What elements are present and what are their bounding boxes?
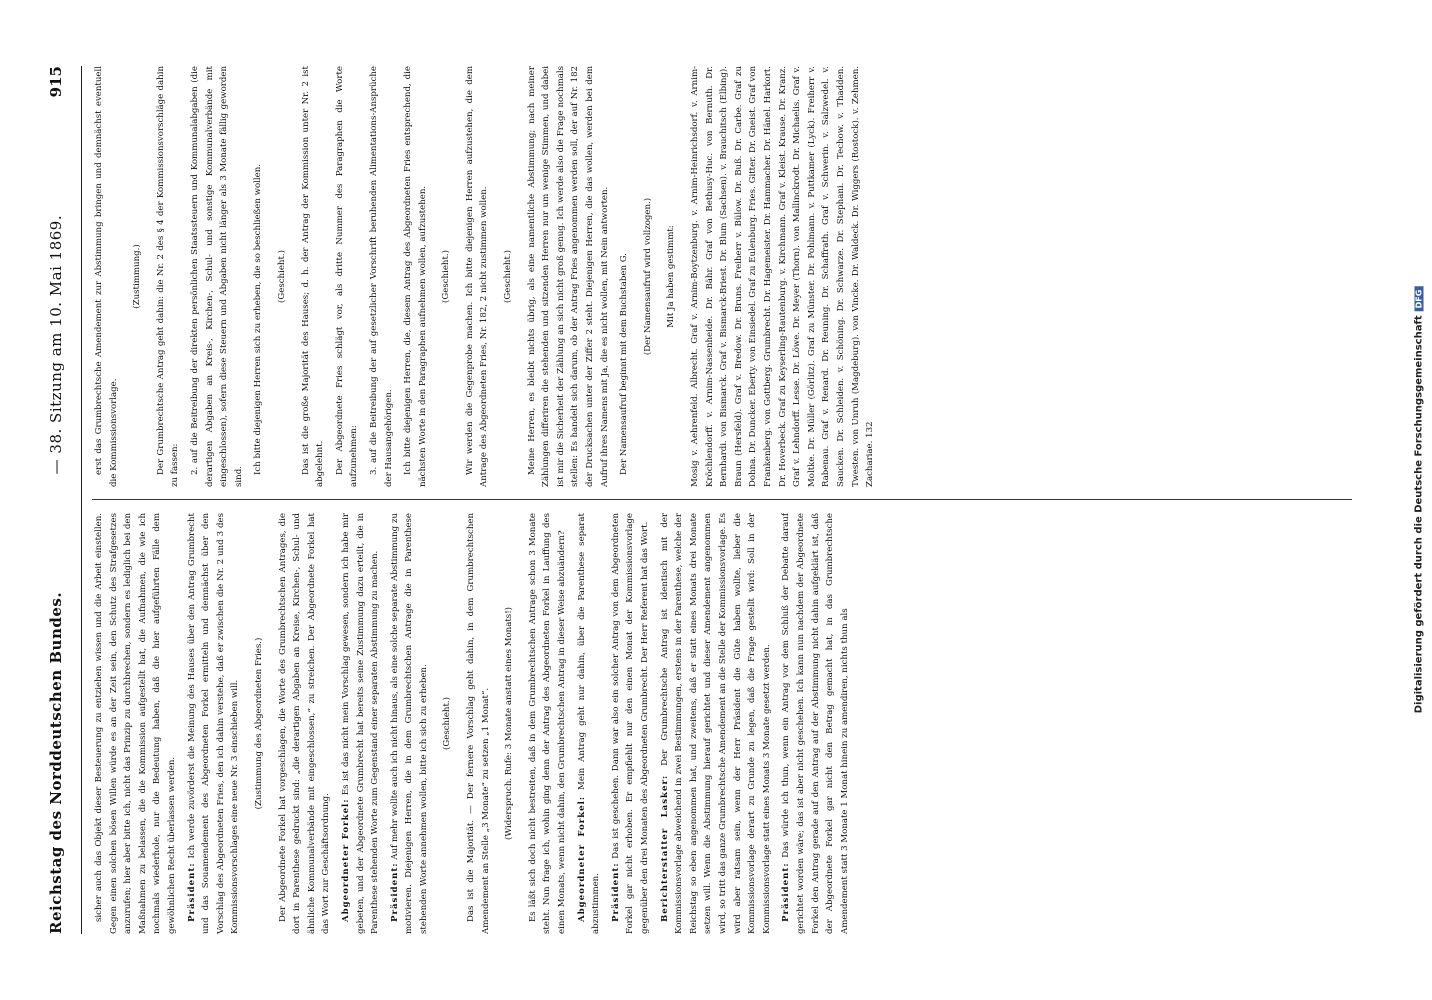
paragraph: Ich bitte diejenigen Herren sich zu erheben, die so beschließen wollen. bbox=[253, 163, 264, 475]
paragraph: Meine Herren, es bleibt nichts übrig, als eine namentliche Abstimmung; nach meiner Zählungen differiren die stehenden und sitzenden Herren nur um wenige Stimmen, und dabei ist mir die Sicherheit der Zählung an sich nicht groß genug. Ich werde also die Frage nochmals stellen: Es handelt sich darum, ob der Antrag Fries angenommen werden soll, der auf Nr. 182 der Drucksachen unter der Ziffer 2 steht. Diejenigen Herren, die das wollen, werden bei dem Aufruf ihres Namens mit Ja, die es nicht wollen, mit Nein antworten. bbox=[526, 66, 610, 487]
paragraph bbox=[779, 513, 852, 934]
session-date: — 38. Sitzung am 10. Mai 1869. bbox=[47, 214, 65, 475]
scanned-page bbox=[31, 40, 1401, 960]
page-number: 915 bbox=[47, 66, 65, 98]
speaker-name: Abgeordneter Forkel: bbox=[576, 795, 587, 922]
paragraph: Das ist die Majorität. — Der fernere Vorschlag geht dahin, in dem Grumbrechtschen Amendement an Stelle „3 Monate“ zu setzen „1 Monat“. bbox=[466, 513, 491, 934]
interjection: (Zustimmung.) bbox=[132, 244, 143, 309]
speech-text: Der Grumbrechtsche Antrag ist identisch mit der Kommissionsvorlage abweichend in zwei Bestimmungen, erstens in der Parenthese, welche der Reichstag so eben angenommen hat, und zweitens, daß er statt eines Monats drei Monate setzen will. Wenn die Abstimmung hierauf gerichtet und dieser Amendement angenommen wird, so tritt das ganze Grumbrechtsche Amendement an die Stelle der Kommissionsvorlage. Es wird aber ratsam sein, wenn der Herr Präsident die Güte haben wollte, lieber die Kommissionsvorlage derart zu Grunde zu legen, daß die Frage gestellt wird: Soll in der Kommissionsvorlage statt eines Monats 3 Monate gesetzt werden. bbox=[659, 513, 772, 934]
right-column bbox=[92, 66, 1352, 487]
paragraph bbox=[388, 513, 432, 934]
funding-credit bbox=[1414, 287, 1425, 714]
interjection: (Geschieht.) bbox=[503, 250, 514, 303]
paragraph bbox=[575, 513, 604, 934]
speech-text: Das würde ich thun, wenn ein Antrag vor dem Schluß der Debatte darauf gerichtet worden wäre; das ist aber nicht geschehen. Ich kann nun nachdem der Abgeordnete Forkel den Antrag gerade auf den Antrag auf der Abstimmung nicht dahin aufgeklärt ist, daß der Abgeordnete Forkel gar nicht den Betrag gemacht hat, in das Grumbrechtsche Amendement statt 3 Monate 1 Monat hinein zu amendiren, nichts thun als bbox=[781, 513, 850, 934]
speaker-name: Präsident: bbox=[610, 862, 621, 922]
interjection: (Geschieht.) bbox=[276, 250, 287, 303]
paragraph: Ich bitte diejenigen Herren, die, diesem Antrag des Abgeordneten Fries entsprechend, die nächsten Worte in den Paragraphen aufnehmen wollen, aufzustehen. bbox=[403, 66, 428, 487]
credit-text: Digitalisierung gefördert durch die Deutsche Forschungsgemeinschaft bbox=[1413, 315, 1425, 714]
paragraph: Der Grumbrechtsche Antrag geht dahin: die Nr. 2 des § 4 der Kommissionsvorschläge dahin zu fassen: bbox=[155, 66, 181, 487]
interjection: (Geschieht.) bbox=[441, 250, 452, 303]
interjection: (Widerspruch. Rufe: 3 Monate anstatt eines Monats!) bbox=[504, 606, 515, 841]
speech-text: Das ist geschehen. Dann war also ein solcher Antrag von dem Abgeordneten Forkel gar nicht erhoben. Er empfiehlt nur den einen Monat der Kommissionsvorlage gegenüber den drei Monaten des Abgeordneten Grumbrecht. Der Herr Referent hat das Wort. bbox=[610, 513, 650, 934]
speaker-name: Abgeordneter Forkel: bbox=[340, 798, 351, 922]
paragraph bbox=[609, 513, 653, 934]
paragraph: Wir werden die Gegenprobe machen. Ich bitte diejenigen Herren aufzustehen, die dem Antrage des Abgeordneten Fries, Nr. 182, 2 nicht zustimmen wollen. bbox=[464, 66, 490, 487]
paragraph: Der Namensaufruf beginnt mit dem Buchstaben G. bbox=[619, 252, 630, 475]
text-columns bbox=[92, 66, 1352, 934]
speech-text: Es ist das nicht mein Vorschlag gewesen, sondern ich habe mir gebeten, und der Abgeordnete Grumbrecht hat bereits seine Zustimmung dazu erteilt, die in Parenthese stehenden Worte zum Gegenstand einer separaten Abstimmung zu machen. bbox=[340, 513, 381, 934]
speech-text: Ich werde zuvörderst die Meinung des Hauses über den Antrag Grumbrecht und das Souamendement des Abgeordneten Forkel ermitteln und demnächst über den Vorschlag des Abgeordneten Fries, den ich dahin verstehe, daß er zwischen die Nr. 2 und 3 des Kommissionsvorschlages eine neue Nr. 3 einschieben will. bbox=[186, 513, 241, 934]
page-header bbox=[47, 66, 82, 934]
speech-text: Mein Antrag geht nur dahin, über die Parenthese separat abzustimmen. bbox=[576, 513, 602, 934]
speaker-name: Präsident: bbox=[186, 862, 197, 922]
paragraph: Der Abgeordnete Fries schlägt vor, als dritte Nummer des Paragraphen die Worte aufzunehmen: bbox=[334, 66, 360, 487]
vote-heading: Mit Ja haben gestimmt: bbox=[666, 225, 677, 328]
paragraph: sicher auch das Objekt dieser Besteuerung zu entziehen wissen und die Arbeit einstellen. Gegen einen solchen bösen Willen würde es an der Zeit sein, den Schutz des Strafgesetzes anzurufen; hier aber bitte ich, nicht das Prinzip zu durchbrechen, sondern es lediglich bei den Maßnahmen zu belassen, die die Kommission aufgestellt hat, die Aufnahmen, die wie ich nochmals wiederhole, nur die Bedeutung haben, daß die hier aufgeführten Fälle dem gewöhnlichen Recht überlassen werden. bbox=[94, 513, 177, 934]
left-column bbox=[92, 513, 1352, 934]
paragraph: Es läßt sich doch nicht bestreiten, daß in dem Grumbrechtschen Antrage schon 3 Monate steht. Nun frage ich, wohin ging denn der Antrag des Abgeordneten Forkel in Lauffung des einen Monats, wenn nicht dahin, den Grumbrechtschen Antrag in dieser Weise abzuändern? bbox=[527, 513, 568, 934]
paragraph bbox=[339, 513, 383, 934]
interjection: (Geschieht.) bbox=[442, 697, 453, 750]
speaker-name: Präsident: bbox=[389, 862, 400, 922]
paragraph: erst das Grumbrechtsche Amendement zur Abstimmung bringen und demnächst eventuell die Kommissionsvorlage. bbox=[94, 66, 119, 487]
paragraph bbox=[658, 513, 775, 934]
running-title: Reichstag des Norddeutschen Bundes. bbox=[47, 591, 65, 934]
vote-name-list: Mosig v. Aehrenfeld. Albrecht. Graf v. Arnim-Boytzenburg. v. Arnim-Heinrichsdorf. v. Arnim-Kröchlendorff. v. Arnim-Nassenheide. Dr. Bähr. Graf von Bethusy-Huc. von Bernuth. Dr. Bernhardi. von Bismarck. Graf v. Bismarck-Briest. Dr. Blum (Sachsen). v. Brauchitsch (Elbing). Braun (Hersfeld). Graf v. Bredow. Dr. Bruns. Freiherr v. Bülow. Dr. Buß. Dr. Carbe. Graf zu Dohna. Dr. Duncker. Eberty. von Einsiedel. Graf zu Eulenburg. Fries. Gitter. Dr. Gneist. Graf von Frankenberg. von Gottberg. Grumbrecht. Dr. Hagemeister. Dr. Hammacher. Dr. Hänel. Harkort. Dr. Hoverbeck. Graf zu Keyserling-Rautenburg. v. Kirchmann. Graf v. Kleist. Krause. Dr. Kranz. Graf v. Lehndorff. Lesse. Dr. Löwe. Dr. Meyer (Thorn). von Mallinckrodt. Dr. Michaelis. Graf v. Moltke. Dr. Müller (Görlitz). Graf zu Münster. Dr. Pohlmann. v. Puttkamer (Lyck). Freiherr v. Rabenau. Graf v. Renard. Dr. Reuning. Dr. Schaffrath. Graf v. Schwerin. v. Salzwedel. v. Saucken. Dr. Schleiden. v. Schöning. Dr. Schwarze. Dr. Stephani. Dr. Techow. v. Thadden. Twesten. von Unruh (Magdeburg). von Vincke. Dr. Waldeck. Dr. Wiggers (Rostock). v. Zehmen. Zachariae. 132 bbox=[690, 66, 876, 487]
speech-text: Auf mehr wollte auch ich nicht hinaus, als eine solche separate Abstimmung zu motivieren. Diejenigen Herren, die in dem Grumbrechtschen Antrage die in Parenthese stehenden Worte annehmen wollen, bitte ich sich zu erheben. bbox=[389, 513, 429, 934]
paragraph: Das ist die große Majorität des Hauses; d. h. der Antrag der Kommission unter Nr. 2 ist abgelehnt. bbox=[300, 66, 326, 487]
dfg-logo: DFG bbox=[1415, 287, 1424, 312]
interjection: (Zustimmung des Abgeordneten Fries.) bbox=[253, 637, 264, 810]
speaker-name: Berichterstatter Lasker: bbox=[659, 774, 670, 922]
paragraph: Der Abgeordnete Forkel hat vorgeschlagen, die Worte des Grumbrechtschen Antrages, die dort in Parenthese gedruckt sind: „die derartigen Abgaben an Kreise, Kirchen-, Schul- und ähnliche Kommunalverbände mit eingeschlossen,“ zu streichen. Der Abgeordnete Forkel hat das Wort zur Geschäftsordnung. bbox=[277, 513, 332, 934]
paragraph: 2. auf die Beitreibung der direkten persönlichen Staatssteuern und Kommunalabgaben (die derartigen Abgaben an Kreis-, Kirchen-, Schul- und sonstige Kommunalverbände mit eingeschlossen), sofern diese Steuern und Abgaben nicht länger als 3 Monate fällig geworden sind. bbox=[189, 66, 244, 487]
speaker-name: Präsident: bbox=[781, 862, 792, 922]
interjection: (Der Namensaufruf wird vollzogen.) bbox=[642, 197, 653, 356]
paragraph bbox=[185, 513, 243, 934]
paragraph: 3. auf die Beitreibung der auf gesetzlicher Vorschrift beruhenden Alimentations-Ansprüche der Hausangehörigen. bbox=[368, 66, 394, 487]
